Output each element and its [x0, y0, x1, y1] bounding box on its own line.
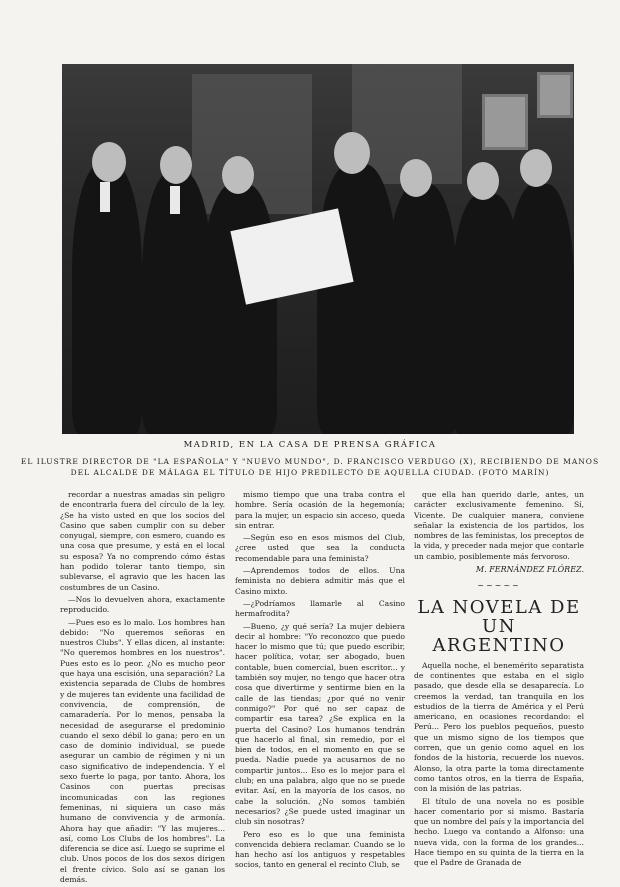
author-signature: M. FERNÁNDEZ FLÓREZ. — [475, 565, 584, 575]
wall-frame — [482, 94, 528, 150]
photo-caption-title: MADRID, EN LA CASA DE PRENSA GRÁFICA — [183, 440, 437, 450]
shirt-front — [170, 186, 180, 214]
photo-caption-text: EL ILUSTRE DIRECTOR DE "LA ESPAÑOLA" Y "NUEVO MUNDO", D. FRANCISCO VERDUGO (X), RECIBIENDO DE MANOS DEL ALCALDE DE MÁLAGA EL TÍTULO DE HIJO PREDILECTO DE AQUELLA CIUDAD. (FOTO MARÍN) — [20, 457, 600, 477]
paragraph: Aquella noche, el benemérito separatista de continentes que estaba en el siglo pasado, que desde ella se desaparecía. Lo creemos la verdad, tan tranquila en los estudios de la tierra de América y el Perú americano, en ocasiones recordando: el Perú... Pero los pueblos pequeños, puesto que un mismo signo de los tiempos que corren, que un genio como aquel en los fondos de la historia, recuerde los nuevos. Alonso, la otra parte la toma directamente como tantos otros, en la tierra de España, con la misión de las patrias. — [414, 660, 584, 794]
person-figure — [387, 184, 457, 434]
article-headline: LA NOVELA DE UN ARGENTINO — [417, 596, 581, 656]
paragraph: —¿Podríamos llamarle al Casino hermafrodita? — [235, 598, 405, 619]
shirt-front — [100, 182, 110, 212]
person-figure — [507, 184, 574, 434]
paragraph: —Pues eso es lo malo. Los hombres han debido: "No queremos señoras en nuestros Clubs". Y ellas dicen, al instante: "No queremos hombres en los nuestros". Pues esto es lo peor. ¿No es mucho peor que haya una escisión, una separación? La existencia separada de Clubs de hombres y de mujeres tan evidente una facilidad de convivencia, de comprensión, de camaradería. Por lo menos, pensaba la necesidad de asegurarse el predominio cuando el sexo débil lo gana; pero en un caso de dominio individual, se puede asegurar un cambio de régimen y ni un caso significativo de independencia. Y el sexo fuerte lo paga, por tanto. Ahora, los Casinos con puertas precisas incomunicadas con las regiones femeninas, ni siquiera un caso más humano de convivencia y de armonía. Ahora hay que añadir: "Y las mujeres... así, como Los Clubs de los hombres". La diferencia se dice así. Luego se suprime el club. Unos pocos de los dos sexos dirigen el frente cívico. Solo así se ganan los demás. — [60, 617, 225, 884]
paragraph: El título de una novela no es posible hacer comentario por si mismo. Bastaría que un nombre del país y la importancia del hecho. Luego va contando a Alfonso: una nueva vida, con la forma de los grandes... Hace tiempo en su quinta de la tierra en la que el Padre de Granada de — [414, 796, 584, 868]
paragraph: —Según eso en esos mismos del Club, ¿cree usted que sea la conducta recomendable para una feminista? — [235, 533, 405, 563]
article-column-1 — [60, 490, 225, 887]
person-head — [520, 149, 552, 187]
person-head — [467, 162, 499, 200]
paragraph: recordar a nuestras amadas sin peligro de encontrarla fuera del círculo de la ley. ¿Se ha visto usted en que los socios del Casino que saben cumplir con su deber conyugal, siempre, con esmero, cuando es una cosa que presume, y está en el local su esposa? Ya no comprendo cómo éstas han podido tolerar tanto tiempo, sin sublevarse, el agravio que les hacen las costumbres de un Casino. — [60, 490, 225, 592]
person-figure — [317, 164, 397, 434]
person-head — [160, 146, 192, 184]
paragraph: —Nos lo devuelven ahora, exactamente reproducido. — [60, 594, 225, 615]
paragraph: —Bueno, ¿y qué sería? La mujer debiera decir al hombre: "Yo reconozco que puedo hacer lo mismo que tú; que puedo escribir, hacer política, votar, ser abogado, buen contable, buen comercial, buen escritor... y también soy mujer, no tengo que hacer otra cosa que divertirme y sentirme bien en la calle de las tiendas; ¿por qué no venir conmigo?" Por qué no ser capaz de compartir esa tarea? ¿Se explica en la puerta del Casino? Los humanos tendrán que hacerlo al final, sin remedio, por el bien de todos, en el momento en que se pueda. Nadie puede ya acusarnos de no compartir juntos... Eso es lo mejor para el club; en una palabra, algo que no se puede evitar. Así, en la mayoría de los casos, no cabe la solución. ¿No somos también necesarios? ¿Se puede usted imaginar un club sin nosotras? — [235, 621, 405, 827]
paragraph: —Aprendemos todos de ellos. Una feminista no debiera admitir más que el Casino mixto. — [235, 566, 405, 596]
person-head — [334, 132, 370, 174]
wall-frame — [537, 72, 573, 118]
article-column-3 — [414, 490, 584, 871]
news-photograph — [62, 64, 574, 434]
person-head — [400, 159, 432, 197]
paragraph: Pero eso es lo que una feminista convencida debiera reclamar. Cuando se lo han hecho así los antiguos y respetables socios, tanto en general el recinto Club, se — [235, 829, 405, 870]
person-head — [222, 156, 254, 194]
person-head — [92, 142, 126, 182]
article-column-2 — [235, 490, 405, 873]
paragraph: mismo tiempo que una traba contra el hombre. Sería ocasión de la hegemonía; para la mujer, un espacio sin acceso, queda sin entrar. — [235, 490, 405, 530]
section-ornament: ~~~~~ — [477, 581, 521, 591]
person-figure — [202, 184, 277, 434]
paragraph: que ella han querido darle, antes, un carácter exclusivamente femenino. Sí, Vicente. De cualquier manera, conviene señalar la existencia de los partidos, los nombres de las feministas, los preceptos de la vida, y preceder nada mejor que contarle un cambio, posiblemente más fervoroso. — [414, 490, 584, 561]
